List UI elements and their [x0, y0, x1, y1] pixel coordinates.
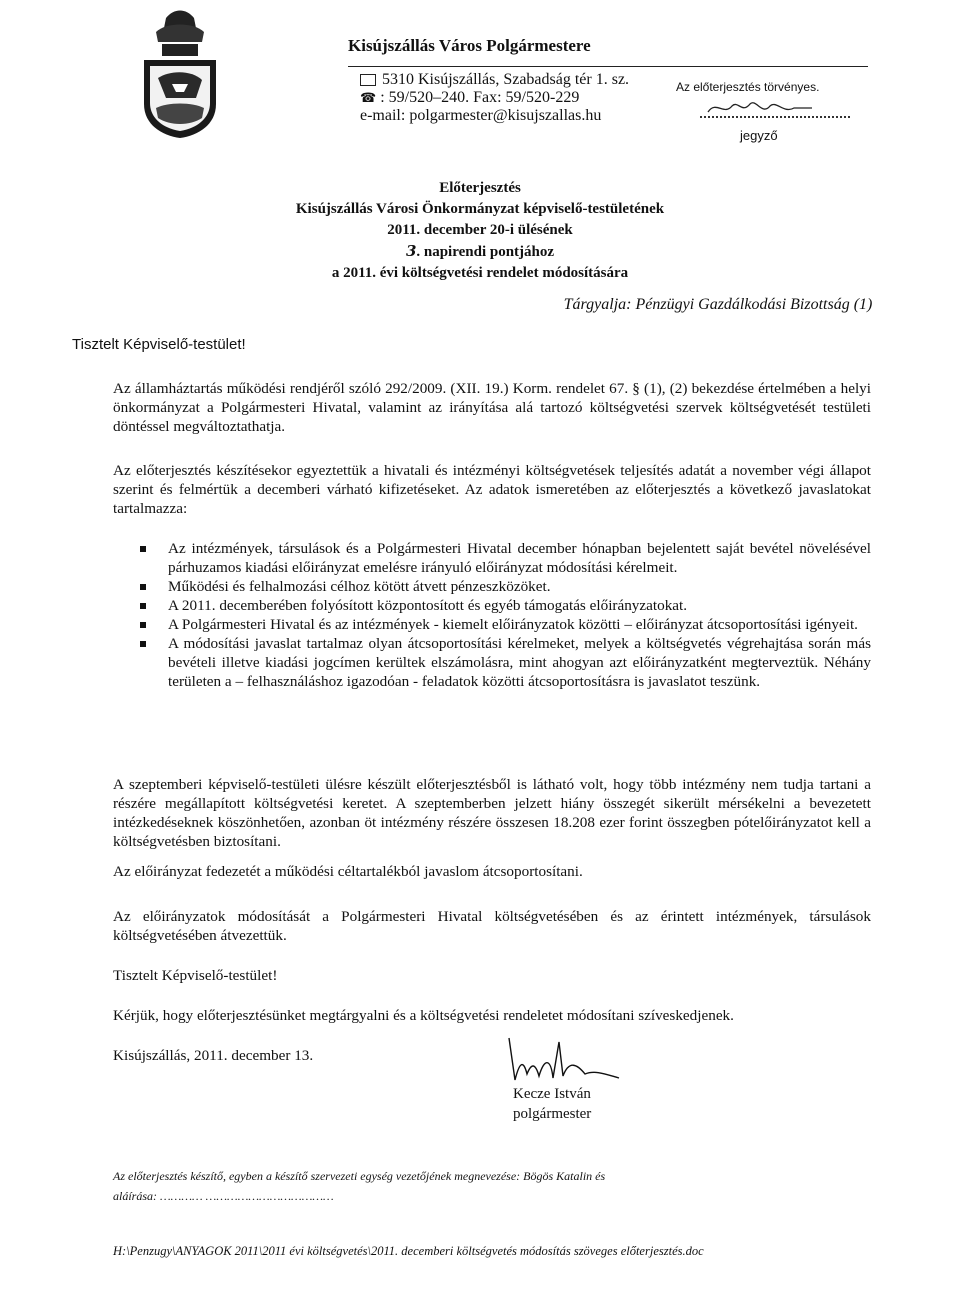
bullet-icon — [140, 603, 146, 609]
address-text: 5310 Kisújszállás, Szabadság tér 1. sz. — [382, 71, 630, 88]
title-line-1: Előterjesztés — [439, 180, 521, 196]
mayor-signature — [505, 1034, 625, 1094]
bullet-icon — [140, 584, 146, 590]
title-line-5: a 2011. évi költségvetési rendelet módosítására — [331, 265, 629, 281]
list-item: Működési és felhalmozási célhoz kötött átvett pénzeszközöket. — [113, 577, 871, 596]
stamp-signature-line — [700, 116, 850, 118]
email-text: e-mail: polgarmester@kisujszallas.hu — [360, 107, 602, 124]
paragraph-coverage: Az előirányzat fedezetét a működési céltartalékból javaslom átcsoportosítani. — [113, 863, 583, 880]
address-row — [360, 71, 629, 89]
stamp-signer-label: jegyző — [740, 128, 778, 143]
paragraph-transfer: Az előirányzatok módosítását a Polgármesteri Hivatal költségvetésében és az érintett intézmények, társulások költségvetésében átvezettük. — [113, 908, 871, 944]
paragraph-legal-basis: Az államháztartás működési rendjéről szóló 292/2009. (XII. 19.) Korm. rendelet 67. § (1), (2) bekezdése értelmében a helyi önkormányzat a Polgármesteri Hivatal, valamint az irányítása alá tartozó költségvetési szervek költségvetését testületi döntéssel megváltoztathatja. — [113, 380, 871, 435]
jegyzo-signature — [706, 96, 816, 118]
bullet-icon — [140, 622, 146, 628]
title-line-4 — [0, 241, 960, 263]
proposal-list — [113, 539, 871, 691]
list-item: A Polgármesteri Hivatal és az intézmények - kiemelt előirányzatok közötti – előirányzat átcsoportosítási igényeit. — [113, 615, 871, 634]
email-row — [360, 107, 629, 125]
file-path: H:\Penzugy\ANYAGOK 2011\2011 évi költségvetés\2011. decemberi költségvetés módosítás szöveges előterjesztés.doc — [113, 1244, 704, 1258]
greeting-repeat: Tisztelt Képviselő-testület! — [113, 967, 278, 984]
committee-line: Tárgyalja: Pénzügyi Gazdálkodási Bizottság (1) — [563, 296, 873, 313]
title-line-3: 2011. december 20-i ülésének — [387, 222, 573, 238]
signatory-title: polgármester — [513, 1106, 592, 1122]
paragraph-preparation: Az előterjesztés készítésekor egyeztettük a hivatali és intézményi költségvetések teljesítés adatát a november végi állapot szerint és felmértük a decemberi várható kifizetéseket. Az adatok ismeretében az előterjesztés a következő javaslatokat tartalmazza: — [113, 462, 871, 517]
document-title — [0, 178, 960, 284]
title-line-2: Kisújszállás Városi Önkormányzat képviselő-testületének — [295, 201, 665, 217]
preparer-note: Az előterjesztés készítő, egyben a készítő szervezeti egység vezetőjének megnevezése: Bögös Katalin és — [113, 1169, 606, 1183]
bullet-icon — [140, 641, 146, 647]
phone-fax-text: : 59/520–240. Fax: 59/520-229 — [380, 89, 580, 106]
request-text: Kérjük, hogy előterjesztésünket megtárgyalni és a költségvetési rendeletet módosítani szíveskedjenek. — [113, 1007, 734, 1024]
list-item: A 2011. decemberében folyósított központosított és egyéb támogatás előirányzatokat. — [113, 596, 871, 615]
greeting: Tisztelt Képviselő-testület! — [72, 336, 246, 353]
agenda-number: 3 — [405, 242, 417, 260]
header-divider — [348, 66, 868, 67]
legality-stamp: Az előterjesztés törvényes. — [676, 80, 820, 94]
signatory-name: Kecze István — [513, 1086, 591, 1102]
place-date: Kisújszállás, 2011. december 13. — [113, 1047, 314, 1064]
agenda-label: . napirendi pontjához — [416, 244, 555, 260]
bullet-icon — [140, 546, 146, 552]
phone-icon: ☎ — [360, 90, 377, 105]
organization-name: Kisújszállás Város Polgármestere — [348, 36, 591, 55]
list-item: Az intézmények, társulások és a Polgármesteri Hivatal december hónapban bejelentett saját bevétel növelésével párhuzamos kiadási előirányzat emelésre irányuló előirányzat módosítási kérelmeit. — [113, 539, 871, 577]
envelope-icon — [360, 74, 376, 86]
paragraph-september: A szeptemberi képviselő-testületi ülésre készült előterjesztésből is látható volt, hogy több intézmény nem tudja tartani a részére megállapított költségvetési keretet. A szeptemberben jelzett hiány összegét sikerült mérsékelni a bevezetett intézkedéseknek köszönhetően, azonban öt intézmény részére összesen 18.208 ezer forint összegben pótelőirányzatot kell a költségvetésben biztosítani. — [113, 776, 871, 850]
phone-row — [360, 89, 629, 107]
coat-of-arms-logo — [136, 8, 224, 140]
list-item: A módosítási javaslat tartalmaz olyan átcsoportosítási kérelmeket, melyek a költségvetés végrehajtása során más bevételi illetve kiadási jogcímen kerültek elszámolásra, mint ahogyan azt előirányzatként megterveztük. Néhány területen a – felhasználáshoz igazodóan - feladatok közötti átcsoportosításra is javaslatot teszünk. — [113, 634, 871, 691]
contact-block — [360, 71, 629, 125]
preparer-signature-line: aláírása: ………… ……………………………… — [113, 1189, 334, 1203]
